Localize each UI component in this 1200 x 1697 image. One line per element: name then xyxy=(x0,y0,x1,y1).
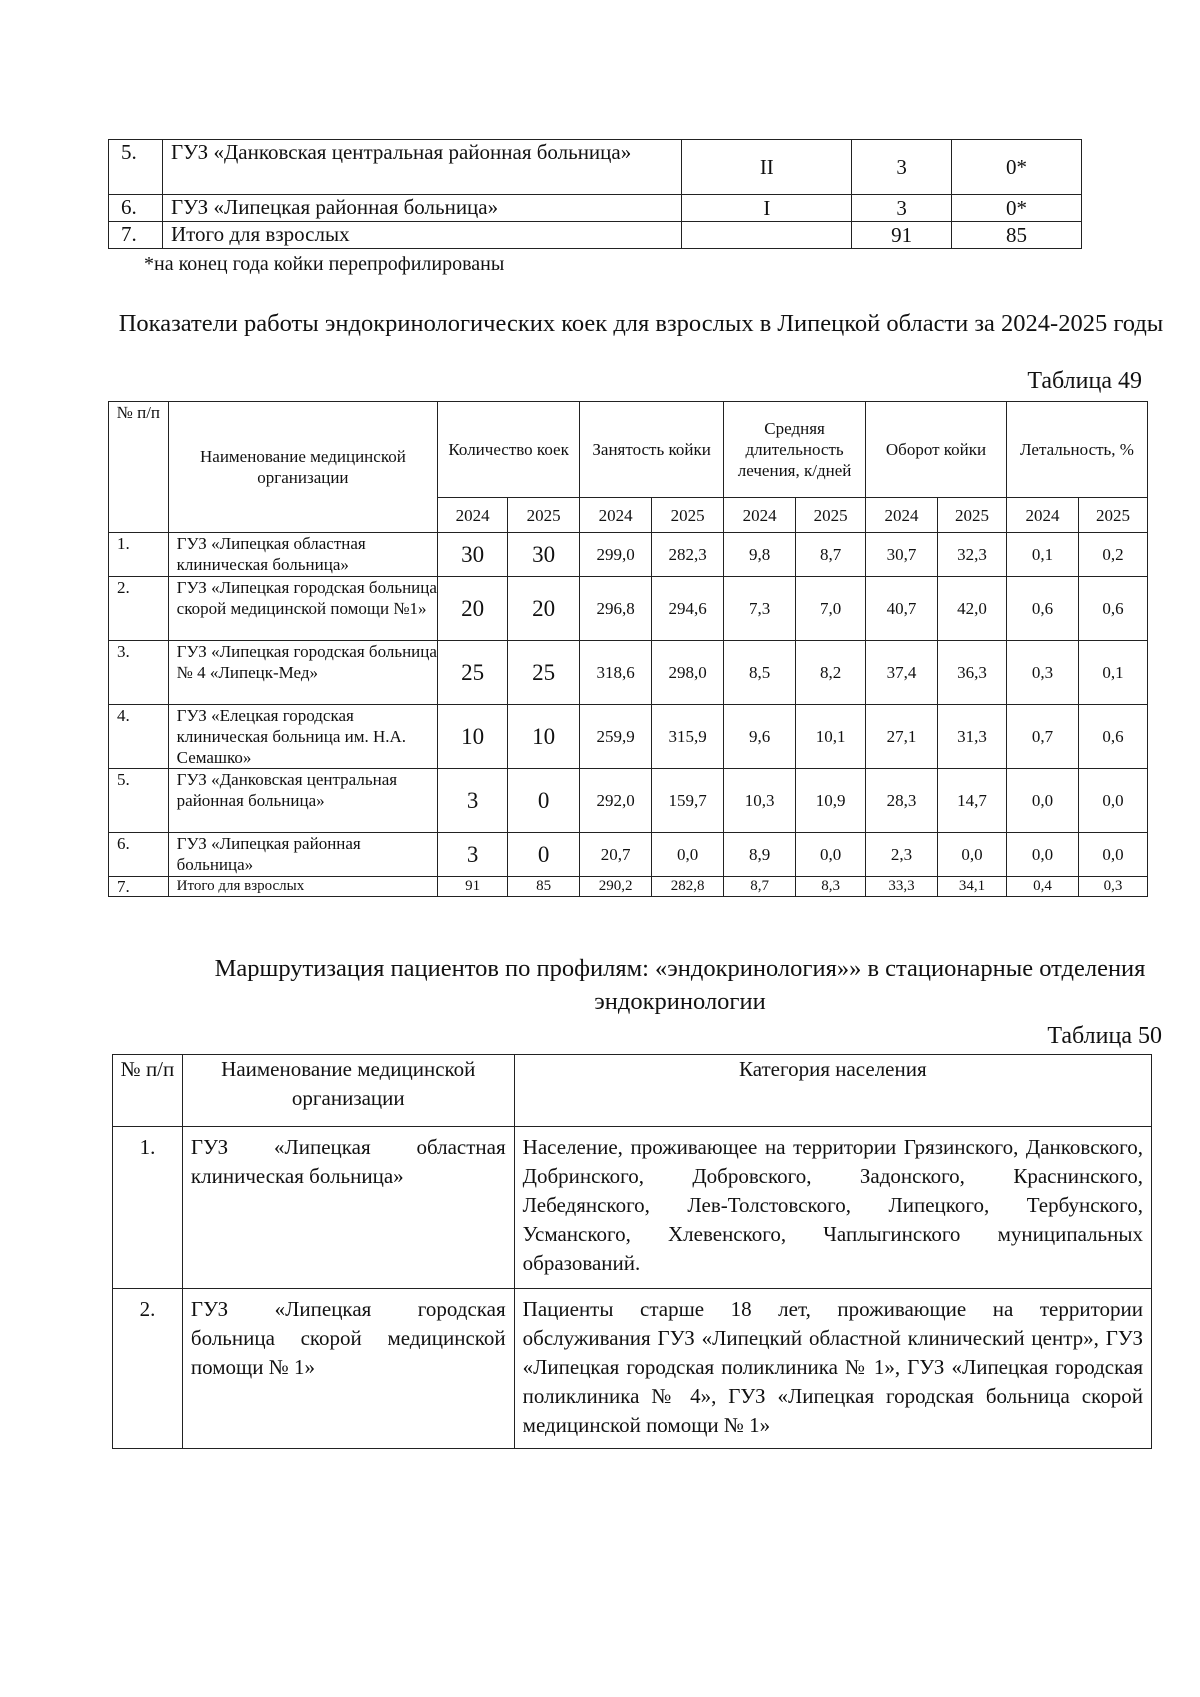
beds-2024: 30 xyxy=(438,533,508,577)
duration-2024: 10,3 xyxy=(724,769,796,833)
beds-2025: 30 xyxy=(508,533,580,577)
row-number: 1. xyxy=(113,1127,183,1289)
year-header: 2025 xyxy=(508,498,580,533)
year-header: 2024 xyxy=(1006,498,1078,533)
year-header: 2025 xyxy=(796,498,866,533)
turnover-2024: 37,4 xyxy=(866,641,938,705)
occupancy-2025: 282,8 xyxy=(652,877,724,897)
organization-name: Итого для взрослых xyxy=(162,222,681,249)
lethality-2025: 0,0 xyxy=(1078,769,1147,833)
beds-2025: 0* xyxy=(952,195,1082,222)
lethality-2025: 0,2 xyxy=(1078,533,1147,577)
header-row xyxy=(113,1055,1152,1127)
header-num: № п/п xyxy=(109,402,169,533)
year-header: 2024 xyxy=(438,498,508,533)
row-number: 5. xyxy=(109,769,169,833)
row-number: 6. xyxy=(109,833,169,877)
duration-2025: 10,1 xyxy=(796,705,866,769)
organization-name: ГУЗ «Липецкая областная клиническая больница» xyxy=(168,533,438,577)
lethality-2024: 0,1 xyxy=(1006,533,1078,577)
row-number: 5. xyxy=(109,140,163,195)
occupancy-2025: 294,6 xyxy=(652,577,724,641)
row-number: 7. xyxy=(109,222,163,249)
occupancy-2025: 0,0 xyxy=(652,833,724,877)
year-header: 2024 xyxy=(724,498,796,533)
organization-name: ГУЗ «Липецкая городская больница скорой медицинской помощи № 1» xyxy=(182,1289,514,1449)
organization-name: ГУЗ «Данковская центральная районная больница» xyxy=(162,140,681,195)
turnover-2024: 30,7 xyxy=(866,533,938,577)
turnover-2025: 36,3 xyxy=(938,641,1007,705)
occupancy-2025: 298,0 xyxy=(652,641,724,705)
year-header: 2025 xyxy=(938,498,1007,533)
table-row xyxy=(113,1127,1152,1289)
population-category: Пациенты старше 18 лет, проживающие на территории обслуживания ГУЗ «Липецкий областной клинический центр», ГУЗ «Липецкая городская поликлиника № 1», ГУЗ «Липецкая городская поликлиника № 4», ГУЗ «Липецкая городская больница скорой медицинской помощи № 1» xyxy=(514,1289,1151,1449)
lethality-2024: 0,4 xyxy=(1006,877,1078,897)
organization-name: ГУЗ «Липецкая городская больница № 4 «Липецк-Мед» xyxy=(168,641,438,705)
duration-2024: 8,5 xyxy=(724,641,796,705)
lethality-2025: 0,3 xyxy=(1078,877,1147,897)
beds-2025: 0* xyxy=(952,140,1082,195)
occupancy-2024: 290,2 xyxy=(580,877,652,897)
beds-2025: 85 xyxy=(952,222,1082,249)
beds-2024: 25 xyxy=(438,641,508,705)
duration-2025: 8,7 xyxy=(796,533,866,577)
header-turnover: Оборот койки xyxy=(866,402,1007,498)
beds-2024: 3 xyxy=(438,833,508,877)
row-number: 2. xyxy=(113,1289,183,1449)
organization-name: ГУЗ «Липецкая районная больница» xyxy=(162,195,681,222)
turnover-2025: 42,0 xyxy=(938,577,1007,641)
beds-2024: 91 xyxy=(852,222,952,249)
lethality-2024: 0,3 xyxy=(1006,641,1078,705)
table-row xyxy=(109,533,1148,577)
turnover-2024: 40,7 xyxy=(866,577,938,641)
table-49-body xyxy=(109,533,1148,897)
row-number: 4. xyxy=(109,705,169,769)
beds-2024: 3 xyxy=(852,195,952,222)
beds-2025: 85 xyxy=(508,877,580,897)
duration-2024: 9,6 xyxy=(724,705,796,769)
organization-name: Итого для взрослых xyxy=(168,877,438,897)
beds-2024: 20 xyxy=(438,577,508,641)
beds-2024: 10 xyxy=(438,705,508,769)
occupancy-2025: 159,7 xyxy=(652,769,724,833)
lethality-2025: 0,6 xyxy=(1078,577,1147,641)
duration-2024: 8,9 xyxy=(724,833,796,877)
duration-2025: 8,3 xyxy=(796,877,866,897)
beds-2025: 10 xyxy=(508,705,580,769)
duration-2024: 8,7 xyxy=(724,877,796,897)
year-header: 2024 xyxy=(866,498,938,533)
lethality-2024: 0,7 xyxy=(1006,705,1078,769)
duration-2024: 9,8 xyxy=(724,533,796,577)
organization-name: ГУЗ «Липецкая городская больница скорой медицинской помощи №1» xyxy=(168,577,438,641)
occupancy-2024: 296,8 xyxy=(580,577,652,641)
care-level xyxy=(682,222,852,249)
lethality-2025: 0,0 xyxy=(1078,833,1147,877)
beds-2024: 3 xyxy=(852,140,952,195)
occupancy-2024: 20,7 xyxy=(580,833,652,877)
beds-2024: 3 xyxy=(438,769,508,833)
footnote: *на конец года койки перепрофилированы xyxy=(144,253,505,275)
routing-table xyxy=(112,1054,1152,1449)
turnover-2025: 14,7 xyxy=(938,769,1007,833)
beds-2025: 0 xyxy=(508,833,580,877)
turnover-2024: 27,1 xyxy=(866,705,938,769)
table-row xyxy=(109,195,1082,222)
turnover-2025: 0,0 xyxy=(938,833,1007,877)
beds-2025: 25 xyxy=(508,641,580,705)
table-row xyxy=(109,833,1148,877)
organization-name: ГУЗ «Липецкая районная больница» xyxy=(168,833,438,877)
row-number: 6. xyxy=(109,195,163,222)
organization-name: ГУЗ «Липецкая областная клиническая больница» xyxy=(182,1127,514,1289)
year-header: 2025 xyxy=(1078,498,1147,533)
total-row xyxy=(109,877,1148,897)
lethality-2025: 0,6 xyxy=(1078,705,1147,769)
table-row xyxy=(109,705,1148,769)
lethality-2025: 0,1 xyxy=(1078,641,1147,705)
header-num: № п/п xyxy=(113,1055,183,1127)
turnover-2025: 31,3 xyxy=(938,705,1007,769)
beds-2025: 0 xyxy=(508,769,580,833)
year-header: 2025 xyxy=(652,498,724,533)
table-row xyxy=(109,140,1082,195)
header-name: Наименование медицинской организации xyxy=(168,402,438,533)
header-duration: Средняя длительность лечения, к/дней xyxy=(724,402,866,498)
occupancy-2024: 299,0 xyxy=(580,533,652,577)
lethality-2024: 0,0 xyxy=(1006,769,1078,833)
header-name: Наименование медицинской организации xyxy=(182,1055,514,1127)
table-row xyxy=(109,769,1148,833)
table-49-title: Показатели работы эндокринологических коек для взрослых в Липецкой области за 2024-2025 годы xyxy=(118,310,1164,337)
beds-2025: 20 xyxy=(508,577,580,641)
turnover-2024: 33,3 xyxy=(866,877,938,897)
duration-2025: 10,9 xyxy=(796,769,866,833)
occupancy-2024: 259,9 xyxy=(580,705,652,769)
duration-2025: 0,0 xyxy=(796,833,866,877)
row-number: 1. xyxy=(109,533,169,577)
turnover-2024: 28,3 xyxy=(866,769,938,833)
care-level: II xyxy=(682,140,852,195)
header-category: Категория населения xyxy=(514,1055,1151,1127)
duration-2025: 8,2 xyxy=(796,641,866,705)
population-category: Население, проживающее на территории Грязинского, Данковского, Добринского, Добровского, Задонского, Краснинского, Лебедянского, Лев-Толстовского, Липецкого, Тербунского, Усманского, Хлевенского, Чаплыгинского муниципальных образований. xyxy=(514,1127,1151,1289)
turnover-2024: 2,3 xyxy=(866,833,938,877)
turnover-2025: 34,1 xyxy=(938,877,1007,897)
occupancy-2025: 315,9 xyxy=(652,705,724,769)
organization-name: ГУЗ «Данковская центральная районная больница» xyxy=(168,769,438,833)
turnover-2025: 32,3 xyxy=(938,533,1007,577)
table-row xyxy=(109,577,1148,641)
lethality-2024: 0,6 xyxy=(1006,577,1078,641)
bed-performance-table xyxy=(108,401,1148,897)
row-number: 3. xyxy=(109,641,169,705)
table-row xyxy=(109,222,1082,249)
row-number: 7. xyxy=(109,877,169,897)
beds-2024: 91 xyxy=(438,877,508,897)
duration-2025: 7,0 xyxy=(796,577,866,641)
table-50-label: Таблица 50 xyxy=(1047,1023,1162,1049)
year-header: 2024 xyxy=(580,498,652,533)
occupancy-2024: 318,6 xyxy=(580,641,652,705)
table-row xyxy=(109,641,1148,705)
header-occupancy: Занятость койки xyxy=(580,402,724,498)
duration-2024: 7,3 xyxy=(724,577,796,641)
table-50-title: Маршрутизация пациентов по профилям: «эндокринология»» в стационарные отделения эндокринологии xyxy=(214,955,1146,1015)
header-lethality: Летальность, % xyxy=(1006,402,1147,498)
table-row xyxy=(113,1289,1152,1449)
table-49-label: Таблица 49 xyxy=(1027,368,1142,394)
care-level: I xyxy=(682,195,852,222)
header-row xyxy=(109,402,1148,498)
occupancy-2025: 282,3 xyxy=(652,533,724,577)
continuation-table xyxy=(108,139,1082,249)
occupancy-2024: 292,0 xyxy=(580,769,652,833)
header-beds: Количество коек xyxy=(438,402,580,498)
lethality-2024: 0,0 xyxy=(1006,833,1078,877)
row-number: 2. xyxy=(109,577,169,641)
organization-name: ГУЗ «Елецкая городская клиническая больница им. Н.А. Семашко» xyxy=(168,705,438,769)
